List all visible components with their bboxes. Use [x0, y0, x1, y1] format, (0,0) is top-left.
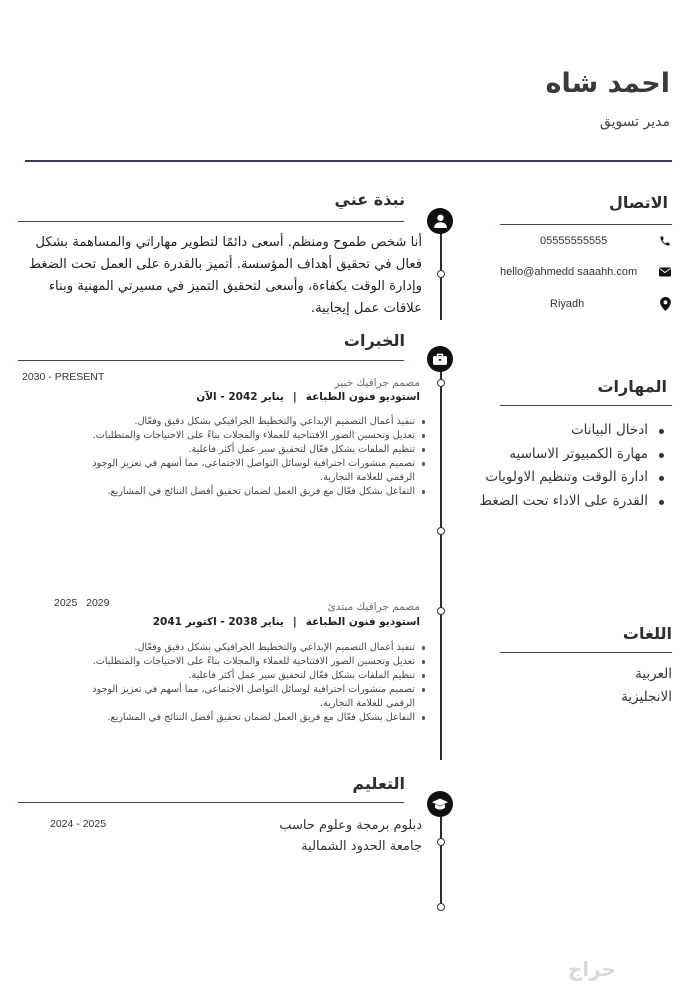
skill-item: مهارة الكمبيوتر الاساسيه	[480, 443, 649, 467]
candidate-name: احمد شاه	[545, 68, 670, 99]
skills-heading: المهارات	[597, 377, 667, 396]
job-bullet: تنفيذ أعمال التصميم الإبداعي والتخطيط الجرافيكي بشكل دقيق وفعّال.	[85, 641, 415, 655]
job-company: استوديو فنون الطباعة	[305, 391, 420, 403]
experience-heading: الخبرات	[343, 331, 405, 350]
contact-phone	[500, 232, 672, 250]
job-bullet: تصميم منشورات احترافية لوسائل التواصل الاجتماعي، مما أسهم في تعزيز الوجود الرقمي للعلامة التجارية.	[85, 457, 415, 485]
user-icon	[427, 208, 453, 234]
job-company-line	[153, 616, 420, 628]
job-bullet: التفاعل بشكل فعّال مع فريق العمل لضمان تحقيق أفضل النتائج في المشاريع.	[85, 711, 415, 725]
education-heading: التعليم	[352, 774, 405, 793]
contact-email	[500, 263, 672, 281]
job-bullets	[85, 641, 415, 725]
job-bullet: تصميم منشورات احترافية لوسائل التواصل الاجتماعي، مما أسهم في تعزيز الوجود الرقمي للعلامة التجارية.	[85, 683, 415, 711]
timeline-line	[440, 346, 442, 760]
header-divider	[25, 160, 672, 162]
job-period: يناير 2038 - اكتوبر 2041	[152, 616, 284, 628]
location-text: Riyadh	[550, 298, 585, 310]
phone-number: 05555555555	[540, 235, 608, 247]
education-divider	[18, 802, 404, 803]
timeline-dot	[437, 903, 445, 911]
job-company: استوديو فنون الطباعة	[305, 616, 420, 628]
contact-location	[500, 295, 672, 313]
education-school: جامعة الحدود الشمالية	[301, 839, 422, 854]
timeline-dot	[437, 838, 445, 846]
watermark-logo: حراج	[568, 957, 617, 981]
about-heading: نبذة عني	[334, 190, 405, 209]
job-bullet: تعديل وتحسين الصور الافتتاحية للعملاء والمجلات بناءً على الاحتياجات والمتطلبات.	[85, 429, 415, 443]
graduation-cap-icon	[427, 791, 453, 817]
job-title: مصمم جرافيك مبتدئ	[327, 601, 420, 613]
envelope-icon	[658, 265, 672, 279]
experience-divider	[18, 360, 404, 361]
job-bullets	[85, 415, 415, 499]
job-period: يناير 2042 - الآن	[196, 391, 284, 403]
language-item: العربية	[635, 666, 672, 682]
job-separator: |	[292, 616, 297, 628]
email-address: hello@ahmedd saaahh.com	[500, 266, 638, 278]
timeline-dot	[437, 607, 445, 615]
timeline-dot	[437, 270, 445, 278]
contact-divider	[500, 224, 672, 225]
languages-heading: اللغات	[622, 624, 672, 643]
job-bullet: تعديل وتحسين الصور الافتتاحية للعملاء والمجلات بناءً على الاحتياجات والمتطلبات.	[85, 655, 415, 669]
skill-item: القدرة على الاداء تحت الضغط	[480, 490, 649, 514]
skill-item: ادخال البيانات	[480, 419, 649, 443]
language-item: الانجليزية	[621, 689, 672, 705]
job-bullet: التفاعل بشكل فعّال مع فريق العمل لضمان تحقيق أفضل النتائج في المشاريع.	[85, 485, 415, 499]
phone-icon	[658, 234, 672, 248]
skills-list	[480, 419, 649, 513]
about-text: أنا شخص طموح ومنظم. أسعى دائمًا لتطوير مهاراتي والمساهمة بشكل فعال في تحقيق أهداف المؤسسة. أتميز بالقدرة على العمل تحت الضغط وإدارة الوقت بكفاءة، وأسعى لتحقيق التميز في مسيرتي المهنية وبناء علاقات عمل إيجابية.	[28, 235, 422, 316]
about-divider	[18, 221, 404, 222]
job-separator: |	[292, 391, 297, 403]
job-date: 2030 - PRESENT	[22, 371, 105, 383]
education-date: 2024 - 2025	[50, 818, 107, 830]
skill-item: ادارة الوقت وتنظيم الاولويات	[480, 466, 649, 490]
candidate-title: مدير تسويق	[599, 114, 670, 130]
contact-heading: الاتصال	[608, 193, 668, 212]
job-title: مصمم جرافيك خبير	[334, 377, 420, 389]
briefcase-icon	[427, 346, 453, 372]
job-bullet: تنظيم الملفات بشكل فعّال لتحقيق سير عمل أكثر فاعلية.	[85, 669, 415, 683]
map-pin-icon	[658, 297, 672, 311]
languages-divider	[500, 652, 672, 653]
timeline-dot	[437, 527, 445, 535]
job-date: 2025 2029	[54, 597, 110, 609]
job-bullet: تنفيذ أعمال التصميم الإبداعي والتخطيط الجرافيكي بشكل دقيق وفعّال.	[85, 415, 415, 429]
timeline-dot	[437, 379, 445, 387]
job-company-line	[196, 391, 420, 403]
job-bullet: تنظيم الملفات بشكل فعّال لتحقيق سير عمل أكثر فاعلية.	[85, 443, 415, 457]
education-degree: دبلوم برمجة وعلوم حاسب	[279, 818, 422, 833]
skills-divider	[500, 405, 672, 406]
